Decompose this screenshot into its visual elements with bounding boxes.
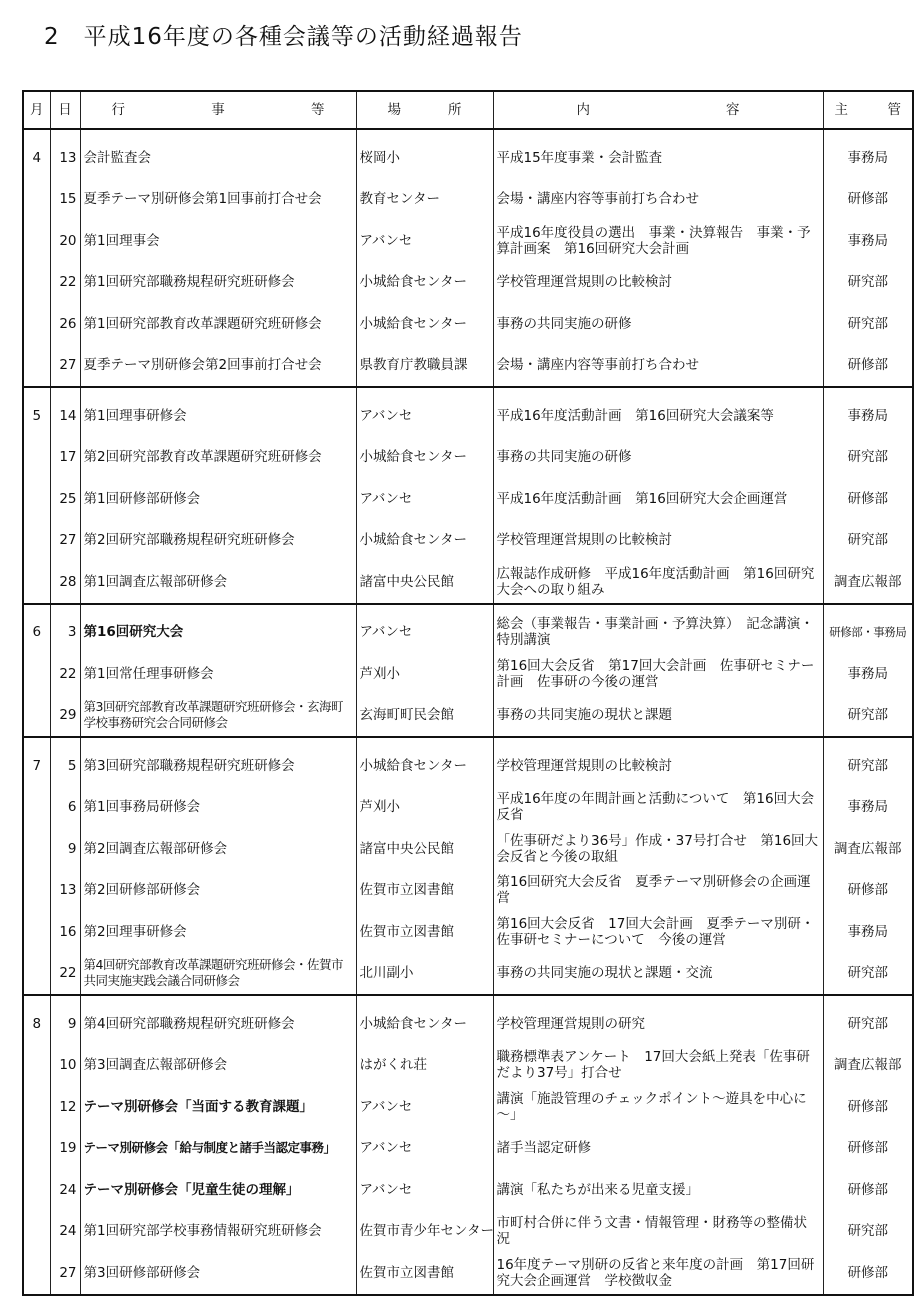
day-cell: 13 <box>50 137 80 179</box>
org-cell: 事務局 <box>823 137 913 179</box>
place-cell: 諸富中央公民館 <box>356 828 493 870</box>
org-cell: 研究部 <box>823 953 913 996</box>
header-month: 月 <box>23 91 50 129</box>
place-cell: 小城給食センター <box>356 303 493 345</box>
org-cell: 研修部 <box>823 1128 913 1170</box>
table-row <box>23 787 913 829</box>
event-cell: 第2回研修部研修会 <box>80 870 356 912</box>
day-cell: 29 <box>50 695 80 738</box>
event-cell: 夏季テーマ別研修会第2回事前打合せ会 <box>80 345 356 388</box>
month-cell <box>23 653 50 695</box>
month-cell <box>23 220 50 262</box>
org-cell: 研究部 <box>823 303 913 345</box>
content-cell: 16年度テーマ別研の反省と来年度の計画 第17回研究大会企画運営 学校徴収金 <box>493 1252 823 1295</box>
month-cell <box>23 787 50 829</box>
place-cell: 教育センター <box>356 179 493 221</box>
org-cell: 事務局 <box>823 653 913 695</box>
month-cell: 5 <box>23 395 50 437</box>
content-cell: 講演「施設管理のチェックポイント～遊具を中心に～」 <box>493 1086 823 1128</box>
event-cell: 第1回研究部学校事務情報研究班研修会 <box>80 1211 356 1253</box>
content-cell: 事務の共同実施の現状と課題・交流 <box>493 953 823 996</box>
month-cell: 4 <box>23 137 50 179</box>
day-cell: 24 <box>50 1169 80 1211</box>
event-cell: 第2回理事研修会 <box>80 911 356 953</box>
content-cell: 平成16年度の年間計画と活動について 第16回大会反省 <box>493 787 823 829</box>
place-cell: アバンセ <box>356 478 493 520</box>
day-cell: 14 <box>50 395 80 437</box>
org-cell: 研修部 <box>823 1086 913 1128</box>
day-cell: 24 <box>50 1211 80 1253</box>
place-cell: 佐賀市青少年センター <box>356 1211 493 1253</box>
content-cell: 市町村合併に伴う文書・情報管理・財務等の整備状況 <box>493 1211 823 1253</box>
place-cell: 県教育庁教職員課 <box>356 345 493 388</box>
place-cell: アバンセ <box>356 612 493 654</box>
month-cell <box>23 1086 50 1128</box>
table-row <box>23 395 913 437</box>
table-row <box>23 653 913 695</box>
table-row <box>23 220 913 262</box>
org-cell: 研究部 <box>823 1211 913 1253</box>
event-cell: 第4回研究部職務規程研究班研修会 <box>80 1003 356 1045</box>
event-cell: 第1回調査広報部研修会 <box>80 561 356 604</box>
header-day: 日 <box>50 91 80 129</box>
org-cell: 研究部 <box>823 437 913 479</box>
event-cell: 会計監査会 <box>80 137 356 179</box>
place-cell: 芦刈小 <box>356 787 493 829</box>
table-row <box>23 870 913 912</box>
table-row <box>23 437 913 479</box>
event-cell: 第4回研究部教育改革課題研究班研修会・佐賀市共同実施実践会議合同研修会 <box>80 953 356 996</box>
day-cell: 12 <box>50 1086 80 1128</box>
table-row <box>23 179 913 221</box>
place-cell: 北川副小 <box>356 953 493 996</box>
table-row <box>23 612 913 654</box>
content-cell: 講演「私たちが出来る児童支援」 <box>493 1169 823 1211</box>
place-cell: アバンセ <box>356 220 493 262</box>
month-cell <box>23 561 50 604</box>
org-cell: 研修部 <box>823 1169 913 1211</box>
event-cell: 第1回理事会 <box>80 220 356 262</box>
month-cell <box>23 1211 50 1253</box>
day-cell: 27 <box>50 1252 80 1295</box>
month-cell <box>23 437 50 479</box>
content-cell: 「佐事研だより36号」作成・37号打合せ 第16回大会反省と今後の取組 <box>493 828 823 870</box>
month-cell <box>23 870 50 912</box>
day-cell: 22 <box>50 262 80 304</box>
content-cell: 事務の共同実施の研修 <box>493 437 823 479</box>
org-cell: 研修部・事務局 <box>823 612 913 654</box>
org-cell: 研究部 <box>823 262 913 304</box>
day-cell: 25 <box>50 478 80 520</box>
place-cell: 佐賀市立図書館 <box>356 870 493 912</box>
content-cell: 会場・講座内容等事前打ち合わせ <box>493 179 823 221</box>
header-place <box>356 91 493 129</box>
content-cell: 第16回研究大会反省 夏季テーマ別研修会の企画運営 <box>493 870 823 912</box>
org-cell: 研修部 <box>823 1252 913 1295</box>
header-place-char: 所 <box>448 102 462 118</box>
table-row <box>23 745 913 787</box>
day-cell: 22 <box>50 953 80 996</box>
content-cell: 総会（事業報告・事業計画・予算決算） 記念講演・特別講演 <box>493 612 823 654</box>
table-row <box>23 1252 913 1295</box>
table-row <box>23 1003 913 1045</box>
content-cell: 学校管理運営規則の比較検討 <box>493 520 823 562</box>
day-cell: 28 <box>50 561 80 604</box>
table-row <box>23 1128 913 1170</box>
org-cell: 研究部 <box>823 520 913 562</box>
place-cell: はがくれ荘 <box>356 1045 493 1087</box>
org-cell: 研究部 <box>823 1003 913 1045</box>
month-gap <box>23 737 913 745</box>
event-cell: テーマ別研修会「当面する教育課題」 <box>80 1086 356 1128</box>
content-cell: 第16回大会反省 第17回大会計画 佐事研セミナー計画 佐事研の今後の運営 <box>493 653 823 695</box>
day-cell: 27 <box>50 345 80 388</box>
place-cell: 小城給食センター <box>356 520 493 562</box>
table-row <box>23 137 913 179</box>
content-cell: 平成16年度活動計画 第16回研究大会議案等 <box>493 395 823 437</box>
table-row <box>23 695 913 738</box>
table-row <box>23 1169 913 1211</box>
org-cell: 研修部 <box>823 870 913 912</box>
content-cell: 平成16年度役員の選出 事業・決算報告 事業・予算計画案 第16回研究大会計画 <box>493 220 823 262</box>
org-cell: 研究部 <box>823 695 913 738</box>
month-cell <box>23 1252 50 1295</box>
table-row <box>23 345 913 388</box>
event-cell: 第1回理事研修会 <box>80 395 356 437</box>
month-gap <box>23 604 913 612</box>
org-cell: 調査広報部 <box>823 561 913 604</box>
place-cell: アバンセ <box>356 395 493 437</box>
content-cell: 事務の共同実施の研修 <box>493 303 823 345</box>
content-cell: 平成15年度事業・会計監査 <box>493 137 823 179</box>
month-cell <box>23 345 50 388</box>
month-cell: 8 <box>23 1003 50 1045</box>
header-org <box>823 91 913 129</box>
table-row <box>23 911 913 953</box>
month-cell <box>23 695 50 738</box>
event-cell: 第2回研究部職務規程研究班研修会 <box>80 520 356 562</box>
content-cell: 職務標準表アンケート 17回大会紙上発表「佐事研だより37号」打合せ <box>493 1045 823 1087</box>
month-cell <box>23 520 50 562</box>
event-cell: 第2回調査広報部研修会 <box>80 828 356 870</box>
header-event-char: 事 <box>211 102 225 118</box>
page-title: 2 平成16年度の各種会議等の活動経過報告 <box>44 24 523 50</box>
org-cell: 事務局 <box>823 787 913 829</box>
header-event-char: 等 <box>311 102 325 118</box>
month-cell <box>23 1045 50 1087</box>
event-cell: 第1回研究部教育改革課題研究班研修会 <box>80 303 356 345</box>
day-cell: 9 <box>50 828 80 870</box>
header-event <box>80 91 356 129</box>
org-cell: 事務局 <box>823 395 913 437</box>
place-cell: 芦刈小 <box>356 653 493 695</box>
day-cell: 17 <box>50 437 80 479</box>
table-row <box>23 262 913 304</box>
header-content-char: 内 <box>576 102 590 118</box>
table-row <box>23 1211 913 1253</box>
day-cell: 3 <box>50 612 80 654</box>
place-cell: 小城給食センター <box>356 262 493 304</box>
place-cell: 佐賀市立図書館 <box>356 911 493 953</box>
header-org-char: 管 <box>887 102 901 118</box>
event-cell: 第3回研修部研修会 <box>80 1252 356 1295</box>
event-cell: テーマ別研修会「児童生徒の理解」 <box>80 1169 356 1211</box>
header-content <box>493 91 823 129</box>
event-cell: テーマ別研修会「給与制度と諸手当認定事務」 <box>80 1128 356 1170</box>
day-cell: 15 <box>50 179 80 221</box>
event-cell: 第3回研究部職務規程研究班研修会 <box>80 745 356 787</box>
content-cell: 平成16年度活動計画 第16回研究大会企画運営 <box>493 478 823 520</box>
table-row <box>23 520 913 562</box>
event-cell: 第3回調査広報部研修会 <box>80 1045 356 1087</box>
activity-table <box>22 90 914 1296</box>
table-row <box>23 303 913 345</box>
day-cell: 9 <box>50 1003 80 1045</box>
table-row <box>23 478 913 520</box>
header-content-char: 容 <box>726 102 740 118</box>
org-cell: 研修部 <box>823 478 913 520</box>
month-gap <box>23 995 913 1003</box>
org-cell: 事務局 <box>823 220 913 262</box>
event-cell: 第3回研究部教育改革課題研究班研修会・玄海町学校事務研究会合同研修会 <box>80 695 356 738</box>
place-cell: アバンセ <box>356 1169 493 1211</box>
event-cell: 第16回研究大会 <box>80 612 356 654</box>
content-cell: 学校管理運営規則の研究 <box>493 1003 823 1045</box>
org-cell: 研修部 <box>823 345 913 388</box>
header-org-char: 主 <box>834 102 848 118</box>
place-cell: 桜岡小 <box>356 137 493 179</box>
content-cell: 学校管理運営規則の比較検討 <box>493 262 823 304</box>
org-cell: 研究部 <box>823 745 913 787</box>
month-cell: 7 <box>23 745 50 787</box>
day-cell: 5 <box>50 745 80 787</box>
day-cell: 19 <box>50 1128 80 1170</box>
table-row <box>23 1086 913 1128</box>
place-cell: 小城給食センター <box>356 745 493 787</box>
month-gap <box>23 387 913 395</box>
event-cell: 第1回研修部研修会 <box>80 478 356 520</box>
day-cell: 22 <box>50 653 80 695</box>
org-cell: 事務局 <box>823 911 913 953</box>
place-cell: 佐賀市立図書館 <box>356 1252 493 1295</box>
table-row <box>23 953 913 996</box>
table-row <box>23 828 913 870</box>
content-cell: 学校管理運営規則の比較検討 <box>493 745 823 787</box>
month-cell <box>23 911 50 953</box>
header-event-char: 行 <box>111 102 125 118</box>
org-cell: 調査広報部 <box>823 828 913 870</box>
content-cell: 諸手当認定研修 <box>493 1128 823 1170</box>
header-place-char: 場 <box>387 102 401 118</box>
month-cell: 6 <box>23 612 50 654</box>
content-cell: 会場・講座内容等事前打ち合わせ <box>493 345 823 388</box>
table-row <box>23 1045 913 1087</box>
month-gap <box>23 129 913 137</box>
day-cell: 6 <box>50 787 80 829</box>
place-cell: アバンセ <box>356 1128 493 1170</box>
place-cell: 諸富中央公民館 <box>356 561 493 604</box>
table-header-row <box>23 91 913 129</box>
month-cell <box>23 1169 50 1211</box>
day-cell: 27 <box>50 520 80 562</box>
day-cell: 16 <box>50 911 80 953</box>
day-cell: 13 <box>50 870 80 912</box>
content-cell: 広報誌作成研修 平成16年度活動計画 第16回研究大会への取り組み <box>493 561 823 604</box>
org-cell: 調査広報部 <box>823 1045 913 1087</box>
day-cell: 10 <box>50 1045 80 1087</box>
event-cell: 第2回研究部教育改革課題研究班研修会 <box>80 437 356 479</box>
event-cell: 第1回研究部職務規程研究班研修会 <box>80 262 356 304</box>
event-cell: 夏季テーマ別研修会第1回事前打合せ会 <box>80 179 356 221</box>
month-cell <box>23 262 50 304</box>
month-cell <box>23 828 50 870</box>
place-cell: 玄海町町民会館 <box>356 695 493 738</box>
day-cell: 26 <box>50 303 80 345</box>
event-cell: 第1回常任理事研修会 <box>80 653 356 695</box>
place-cell: 小城給食センター <box>356 1003 493 1045</box>
content-cell: 事務の共同実施の現状と課題 <box>493 695 823 738</box>
day-cell: 20 <box>50 220 80 262</box>
event-cell: 第1回事務局研修会 <box>80 787 356 829</box>
month-cell <box>23 303 50 345</box>
month-cell <box>23 478 50 520</box>
place-cell: 小城給食センター <box>356 437 493 479</box>
content-cell: 第16回大会反省 17回大会計画 夏季テーマ別研・佐事研セミナーについて 今後の運営 <box>493 911 823 953</box>
table-row <box>23 561 913 604</box>
month-cell <box>23 953 50 996</box>
place-cell: アバンセ <box>356 1086 493 1128</box>
org-cell: 研修部 <box>823 179 913 221</box>
month-cell <box>23 179 50 221</box>
month-cell <box>23 1128 50 1170</box>
